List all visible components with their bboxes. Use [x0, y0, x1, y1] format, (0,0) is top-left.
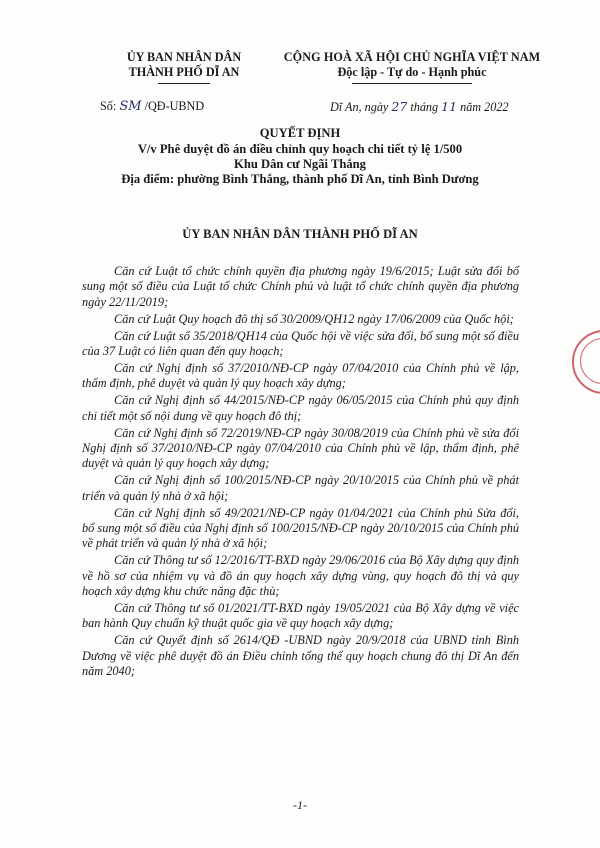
legal-basis-item: Căn cứ Luật tổ chức chính quyền địa phương ngày 19/6/2015; Luật sửa đổi bổ sung một số điều của Luật tổ chức Chính phủ và luật tổ chức chính quyền địa phương ngày 22/11/2019;: [82, 264, 519, 309]
issuer-heading: ỦY BAN NHÂN DÂN THÀNH PHỐ DĨ AN: [182, 227, 418, 241]
page-number: -1-: [293, 798, 307, 812]
legal-basis-item: Căn cứ Thông tư số 12/2016/TT-BXD ngày 29/06/2016 của Bộ Xây dựng quy định về hồ sơ của nhiệm vụ và đồ án quy hoạch xây dựng vùng, quy hoạch đô thị và quy hoạch xây dựng khu chức năng đặc thù;: [82, 553, 519, 599]
national-header: [262, 50, 562, 80]
legal-basis-item: Căn cứ Nghị định số 44/2015/NĐ-CP ngày 06/05/2015 của Chính phủ quy định chi tiết một số nội dung về quy hoạch đô thị;: [82, 393, 519, 423]
legal-basis-item: Căn cứ Nghị định số 49/2021/NĐ-CP ngày 01/04/2021 của Chính phủ Sửa đổi, bổ sung một số điều của Nghị định số 100/2015/NĐ-CP ngày 20/10/2015 của Chính phủ về phát triển và quản lý nhà ở xã hội;: [82, 505, 519, 551]
legal-basis-item: Căn cứ Luật Quy hoạch đô thị số 30/2009/QH12 ngày 17/06/2009 của Quốc hội;: [114, 311, 514, 326]
date-suffix: năm 2022: [457, 100, 509, 114]
date-prefix: Dĩ An, ngày: [330, 100, 392, 114]
legal-basis: [82, 264, 519, 681]
seal-inner-ring: [580, 338, 600, 384]
legal-basis-item: Căn cứ Nghị định số 37/2010/NĐ-CP ngày 07/04/2010 của Chính phủ về lập, thẩm định, phê duyệt và quản lý quy hoạch xây dựng;: [82, 360, 519, 391]
decision-location: Địa điểm: phường Bình Thắng, thành phố Dĩ An, tỉnh Bình Dương: [121, 172, 479, 186]
legal-basis-item: Căn cứ Luật số 35/2018/QH14 của Quốc hội về việc sửa đổi, bổ sung một số điều của 37 Luật có liên quan đến quy hoạch;: [82, 328, 519, 359]
number-prefix: Số:: [100, 99, 120, 113]
agency-line-2: THÀNH PHỐ DĨ AN: [128, 65, 240, 79]
agency-line-1: ỦY BAN NHÂN DÂN: [126, 50, 242, 64]
date-mid: tháng: [407, 100, 442, 114]
date-month-handwritten: 11: [441, 99, 458, 114]
legal-basis-item: Căn cứ Quyết định số 2614/QĐ -UBND ngày 20/9/2018 của UBND tỉnh Bình Dương về việc phê duyệt đồ án Điều chỉnh tổng thể quy hoạch chung đô thị Dĩ An đến năm 2040;: [82, 633, 519, 679]
red-seal-stamp: [572, 330, 600, 394]
legal-basis-item: Căn cứ Nghị định số 100/2015/NĐ-CP ngày 20/10/2015 của Chính phủ về phát triển và quản lý nhà ở xã hội;: [82, 473, 519, 503]
motto-underline: [352, 83, 472, 84]
nation-name: CỘNG HOÀ XÃ HỘI CHỦ NGHĨA VIỆT NAM: [283, 50, 541, 64]
decision-title: QUYẾT ĐỊNH: [259, 126, 341, 140]
agency-underline: [158, 83, 210, 84]
number-suffix: /QĐ-UBND: [141, 99, 205, 113]
document-number: [100, 99, 204, 114]
issuing-agency: [84, 50, 284, 80]
national-motto: Độc lập - Tự do - Hạnh phúc: [337, 65, 487, 79]
legal-basis-item: Căn cứ Nghị định số 72/2019/NĐ-CP ngày 30/08/2019 của Chính phủ về sửa đổi Nghị định số 37/2010/NĐ-CP ngày 07/04/2010 của Chính phủ về lập, thẩm định, phê duyệt và quản lý quy hoạch xây dựng;: [82, 425, 519, 471]
decision-subject: V/v Phê duyệt đồ án điều chỉnh quy hoạch chi tiết tỷ lệ 1/500: [137, 142, 463, 156]
date-day-handwritten: 27: [391, 99, 408, 114]
legal-basis-item: Căn cứ Thông tư số 01/2021/TT-BXD ngày 19/05/2021 của Bộ Xây dựng về việc ban hành Quy chuẩn kỹ thuật quốc gia về quy hoạch xây dựng;: [82, 601, 519, 631]
decision-area-name: Khu Dân cư Ngãi Thắng: [234, 157, 366, 171]
number-handwritten: SM: [119, 99, 142, 114]
document-date: [330, 99, 509, 115]
